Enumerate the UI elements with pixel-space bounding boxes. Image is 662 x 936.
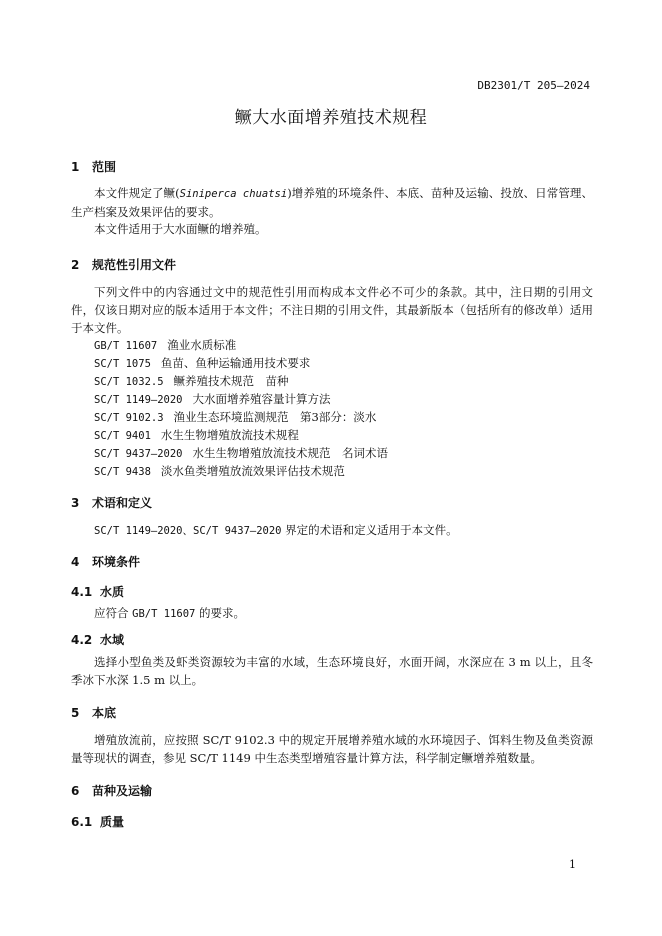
subsection-4-1-text: 应符合 GB/T 11607 的要求。	[94, 606, 246, 620]
subsection-4-1-heading	[71, 583, 124, 600]
reference-item: SC/T 1032.5 鳜养殖技术规范 苗种	[94, 374, 289, 388]
subsection-title: 水质	[100, 585, 125, 599]
subsection-4-2-heading	[71, 631, 124, 648]
section-number: 5	[71, 706, 80, 720]
section-1-paragraph-2: 本文件适用于大水面鳜的增养殖。	[94, 222, 267, 236]
section-title: 规范性引用文件	[92, 258, 177, 272]
section-2-heading	[71, 256, 176, 273]
section-title: 苗种及运输	[92, 784, 153, 798]
section-number: 1	[71, 160, 80, 174]
section-number: 3	[71, 496, 80, 510]
latin-name: Siniperca chuatsi	[179, 188, 288, 200]
section-6-heading	[71, 782, 152, 799]
reference-item: GB/T 11607 渔业水质标准	[94, 338, 237, 352]
subsection-4-2-text: 选择小型鱼类及虾类资源较为丰富的水域，生态环境良好，水面开阔，水深应在 3 m 以上，且冬季冰下水深 1.5 m 以上。	[71, 655, 593, 687]
document-code: DB2301/T 205—2024	[477, 79, 590, 92]
subsection-title: 质量	[100, 815, 125, 829]
section-1-paragraph-1: 本文件规定了鳜(Siniperca chuatsi)增养殖的环境条件、本底、苗种及运输、投放、日常管理、生产档案及效果评估的要求。	[71, 186, 594, 219]
reference-item: SC/T 1149—2020 大水面增养殖容量计算方法	[94, 392, 331, 406]
reference-item: SC/T 9102.3 渔业生态环境监测规范 第3部分：淡水	[94, 410, 377, 424]
section-3-paragraph-1: SC/T 1149—2020、SC/T 9437—2020 界定的术语和定义适用于本文件。	[94, 523, 458, 537]
section-title: 本底	[92, 706, 117, 720]
subsection-number: 4.2	[71, 633, 93, 647]
page-number: 1	[569, 858, 576, 871]
subsection-6-1-heading	[71, 813, 124, 830]
section-title: 术语和定义	[92, 496, 153, 510]
section-1-heading	[71, 158, 116, 175]
section-5-text: 增殖放流前，应按照 SC/T 9102.3 中的规定开展增养殖水域的水环境因子、饵料生物及鱼类资源量等现状的调查，参见 SC/T 1149 中生态类型增殖容量计算方法，科学制定鳜增养殖数量。	[71, 733, 593, 765]
section-2-paragraph-1: 下列文件中的内容通过文中的规范性引用而构成本文件必不可少的条款。其中，注日期的引用文件，仅该日期对应的版本适用于本文件；不注日期的引用文件，其最新版本（包括所有的修改单）适用于本文件。	[71, 285, 593, 335]
document-title: 鳜大水面增养殖技术规程	[234, 108, 428, 128]
subsection-title: 水域	[100, 633, 125, 647]
subsection-number: 4.1	[71, 585, 93, 599]
section-3-heading	[71, 494, 152, 511]
subsection-number: 6.1	[71, 815, 93, 829]
section-title: 范围	[92, 160, 117, 174]
section-number: 4	[71, 555, 80, 569]
reference-item: SC/T 9437—2020 水生生物增殖放流技术规范 名词术语	[94, 446, 389, 460]
section-title: 环境条件	[92, 555, 141, 569]
section-5-heading	[71, 704, 116, 721]
section-number: 2	[71, 258, 80, 272]
section-4-heading	[71, 553, 140, 570]
reference-item: SC/T 9438 淡水鱼类增殖放流效果评估技术规范	[94, 464, 345, 478]
reference-item: SC/T 1075 鱼苗、鱼种运输通用技术要求	[94, 356, 311, 370]
reference-item: SC/T 9401 水生生物增殖放流技术规程	[94, 428, 299, 442]
section-number: 6	[71, 784, 80, 798]
